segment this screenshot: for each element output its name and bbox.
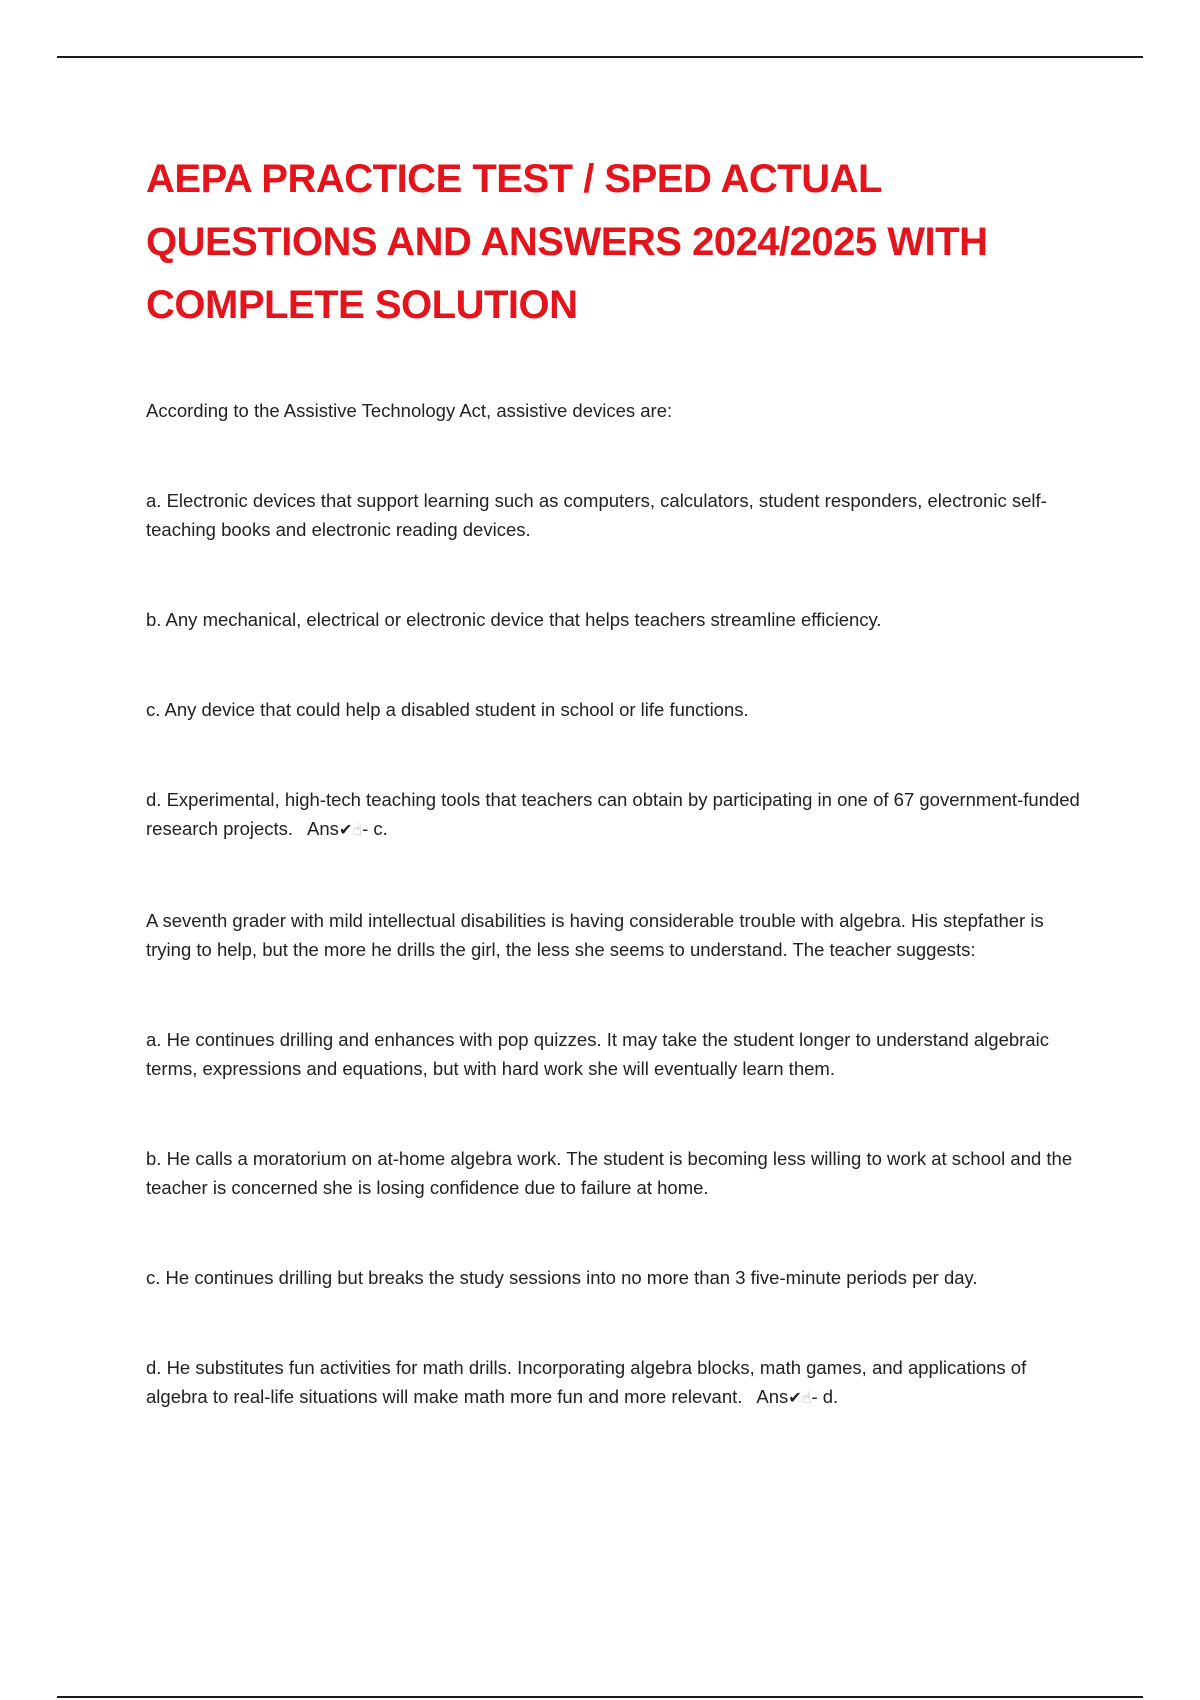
question-1-option-b: b. Any mechanical, electrical or electronic device that helps teachers streamline efficiency. (146, 609, 882, 630)
question-1-option-d-with-answer (146, 785, 1091, 845)
answer-prefix: Ans (756, 1386, 789, 1407)
pointing-hand-icon: ☝ (801, 1390, 812, 1407)
question-2-option-a: a. He continues drilling and enhances with pop quizzes. It may take the student longer to understand algebraic terms, expressions and equations, but with hard work she will eventually learn them. (146, 1029, 1049, 1079)
answer-key (307, 818, 388, 839)
question-2-option-b: b. He calls a moratorium on at-home algebra work. The student is becoming less willing to work at school and the teacher is concerned she is losing confidence due to failure at home. (146, 1148, 1073, 1198)
document-body (146, 396, 1091, 1474)
question-2-option-c: c. He continues drilling but breaks the study sessions into no more than 3 five-minute periods per day. (146, 1267, 978, 1288)
checkmark-icon: ✔ (338, 822, 353, 839)
answer-prefix: Ans (307, 818, 339, 839)
question-1-option-c: c. Any device that could help a disabled student in school or life functions. (146, 699, 749, 720)
question-2-option-d-with-answer (146, 1353, 1091, 1413)
bottom-divider (57, 1696, 1143, 1698)
question-1-stem: According to the Assistive Technology Act, assistive devices are: (146, 400, 673, 421)
question-2-option-d: d. He substitutes fun activities for math drills. Incorporating algebra blocks, math games, and applications of algebra to real-life situations will make math more fun and more relevant. (146, 1357, 1027, 1407)
question-1-option-a: a. Electronic devices that support learning such as computers, calculators, student responders, electronic self-teaching books and electronic reading devices. (146, 490, 1047, 540)
document-title: AEPA PRACTICE TEST / SPED ACTUAL QUESTIONS AND ANSWERS 2024/2025 WITH COMPLETE SOLUTION (146, 157, 988, 327)
question-1-option-d: d. Experimental, high-tech teaching tools that teachers can obtain by participating in one of 67 government-funded research projects. (146, 789, 1080, 839)
question-1-answer: - c. (362, 818, 388, 839)
top-divider (57, 56, 1143, 58)
question-2-stem: A seventh grader with mild intellectual disabilities is having considerable trouble with algebra. His stepfather is trying to help, but the more he drills the girl, the less she seems to understand. The teacher suggests: (146, 910, 1044, 960)
answer-key (756, 1386, 838, 1407)
checkmark-icon: ✔ (788, 1390, 802, 1407)
question-2-answer: - d. (811, 1386, 839, 1407)
pointing-hand-icon: ☝ (352, 822, 363, 839)
